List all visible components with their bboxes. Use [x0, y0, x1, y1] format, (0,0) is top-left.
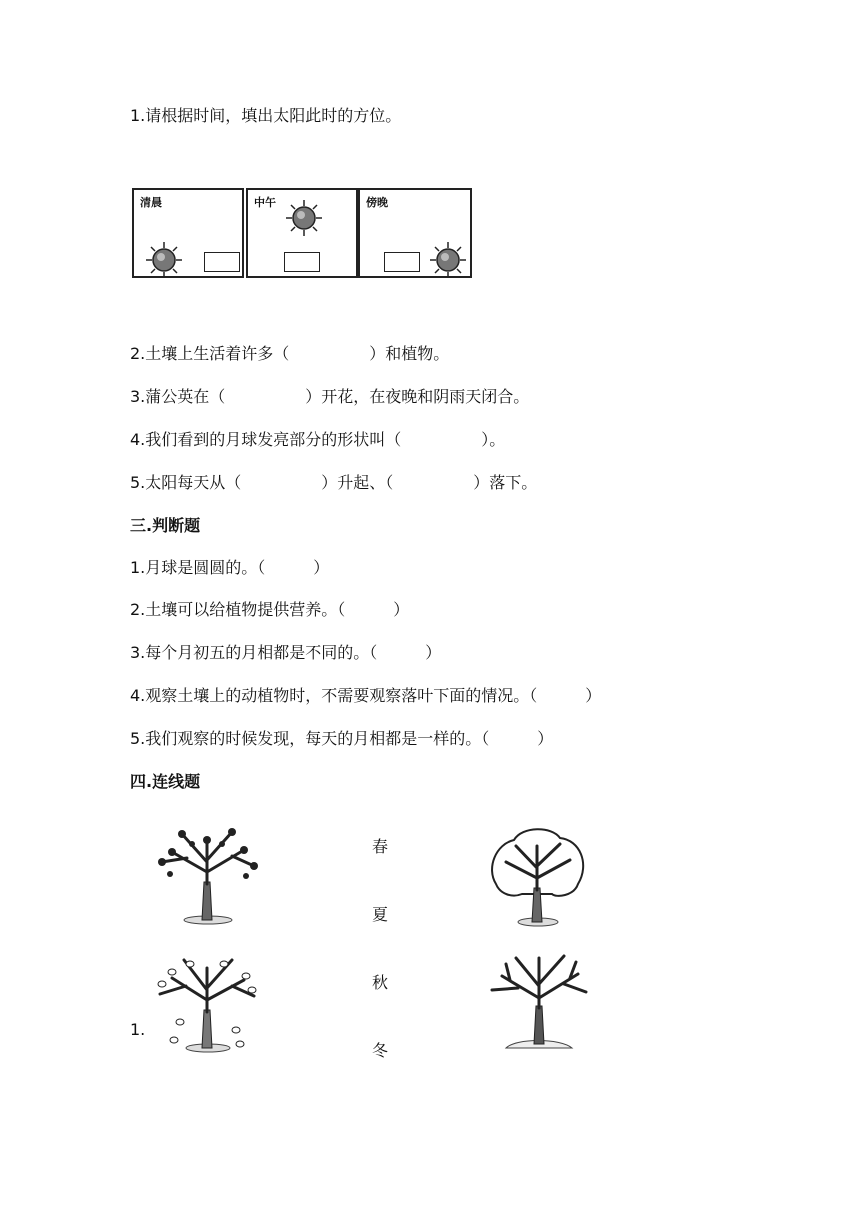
panel-label-morning: 清晨: [140, 196, 162, 209]
panel-label-evening: 傍晚: [366, 196, 388, 209]
judge-item-1: 1.月球是圆圆的。（ ）: [130, 558, 330, 577]
sun-position-figure: [132, 188, 474, 280]
judge-item-5: 5.我们观察的时候发现，每天的月相都是一样的。（ ）: [130, 729, 554, 748]
season-spring: 春: [372, 837, 389, 856]
section-4-heading: 四.连线题: [130, 772, 201, 791]
season-winter: 冬: [372, 1041, 389, 1060]
sun-icon: [144, 240, 184, 280]
panel-evening: [358, 188, 472, 278]
falling-leaves-tree-icon: [150, 950, 262, 1054]
panel-label-noon: 中午: [254, 196, 276, 209]
question-1-text: 1.请根据时间，填出太阳此时的方位。: [130, 106, 402, 125]
budding-tree-icon: [152, 822, 262, 926]
judge-item-2: 2.土壤可以给植物提供营养。（ ）: [130, 600, 410, 619]
answer-box-noon[interactable]: [284, 252, 320, 272]
panel-morning: [132, 188, 244, 278]
answer-box-morning[interactable]: [204, 252, 240, 272]
panel-noon: [246, 188, 358, 278]
bare-tree-icon: [486, 950, 590, 1052]
question-4-text: 4.我们看到的月球发亮部分的形状叫（ ）。: [130, 430, 506, 449]
matching-question-number: 1.: [130, 1020, 146, 1039]
question-5-text: 5.太阳每天从（ ）升起、（ ）落下。: [130, 473, 538, 492]
season-summer: 夏: [372, 905, 389, 924]
sun-icon: [428, 240, 468, 280]
question-2-text: 2.土壤上生活着许多（ ）和植物。: [130, 344, 450, 363]
sun-icon: [284, 198, 324, 238]
question-3-text: 3.蒲公英在（ ）开花，在夜晚和阴雨天闭合。: [130, 387, 530, 406]
judge-item-3: 3.每个月初五的月相都是不同的。（ ）: [130, 643, 442, 662]
leafy-tree-icon: [482, 824, 592, 928]
judge-item-4: 4.观察土壤上的动植物时，不需要观察落叶下面的情况。（ ）: [130, 686, 602, 705]
section-3-heading: 三.判断题: [130, 516, 201, 535]
answer-box-evening[interactable]: [384, 252, 420, 272]
season-autumn: 秋: [372, 973, 389, 992]
